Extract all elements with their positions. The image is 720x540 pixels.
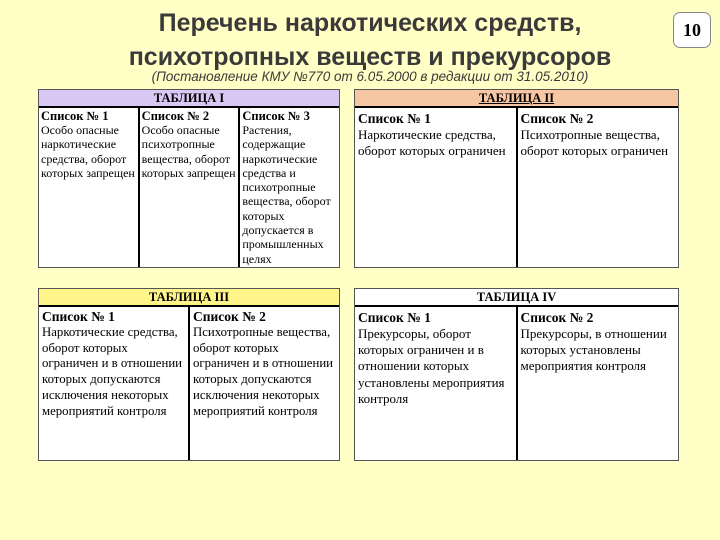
list-title: Список № 1 — [358, 111, 431, 126]
table-4-list-2 — [518, 307, 679, 460]
table-3 — [38, 288, 340, 461]
list-title: Список № 1 — [41, 109, 109, 123]
table-2-list-2 — [518, 108, 679, 267]
table-2-title-text: ТАБЛИЦА II — [478, 91, 555, 105]
list-title: Список № 2 — [520, 111, 594, 126]
table-2 — [354, 89, 679, 268]
list-desc: Психотропные вещества, оборот которых ограничен — [520, 127, 669, 159]
list-title: Список № 2 — [141, 109, 210, 123]
title-line-2: психотропных веществ и прекурсоров — [128, 43, 612, 71]
table-1-list-2 — [140, 108, 241, 267]
table-4-list-1 — [355, 307, 518, 460]
table-1-list-1 — [39, 108, 140, 267]
list-desc: Наркотические средства, оборот которых ограничен и в отношении которых допускаются исключения некоторых мероприятий контроля — [42, 325, 183, 418]
table-2-title — [355, 90, 678, 108]
table-2-list-1 — [355, 108, 518, 267]
page-title — [60, 6, 680, 74]
list-desc: Наркотические средства, оборот которых ограничен — [358, 127, 506, 159]
list-title: Список № 1 — [42, 309, 115, 324]
list-title: Список № 2 — [520, 310, 594, 325]
table-1-list-3 — [240, 108, 339, 267]
list-title: Список № 1 — [358, 310, 431, 325]
table-1 — [38, 89, 340, 268]
list-desc: Прекурсоры, в отношении которых установлены мероприятия контроля — [520, 326, 667, 374]
title-line-1: Перечень наркотических средств, — [158, 9, 582, 37]
page-number: 10 — [673, 12, 711, 48]
list-desc: Растения, содержащие наркотические средства и психотропные вещества, оборот которых допускается в промышленных целях — [242, 123, 331, 266]
table-3-title: ТАБЛИЦА III — [39, 289, 339, 307]
table-4-title: ТАБЛИЦА IV — [355, 289, 678, 307]
table-3-list-1 — [39, 307, 190, 460]
page-subtitle: (Постановление КМУ №770 от 6.05.2000 в редакции от 31.05.2010) — [151, 69, 589, 84]
table-4 — [354, 288, 679, 461]
list-title: Список № 2 — [193, 309, 266, 324]
table-1-title: ТАБЛИЦА I — [39, 90, 339, 108]
list-desc: Особо опасные наркотические средства, оборот которых запрещен — [41, 123, 135, 180]
table-3-list-2 — [190, 307, 339, 460]
list-desc: Психотропные вещества, оборот которых ограничен и в отношении которых допускаются исключения некоторых мероприятий контроля — [193, 325, 334, 418]
list-title: Список № 3 — [242, 109, 310, 123]
list-desc: Особо опасные психотропные вещества, оборот которых запрещен — [141, 123, 236, 180]
list-desc: Прекурсоры, оборот которых ограничен и в отношении которых установлены мероприятия контроля — [358, 326, 505, 406]
